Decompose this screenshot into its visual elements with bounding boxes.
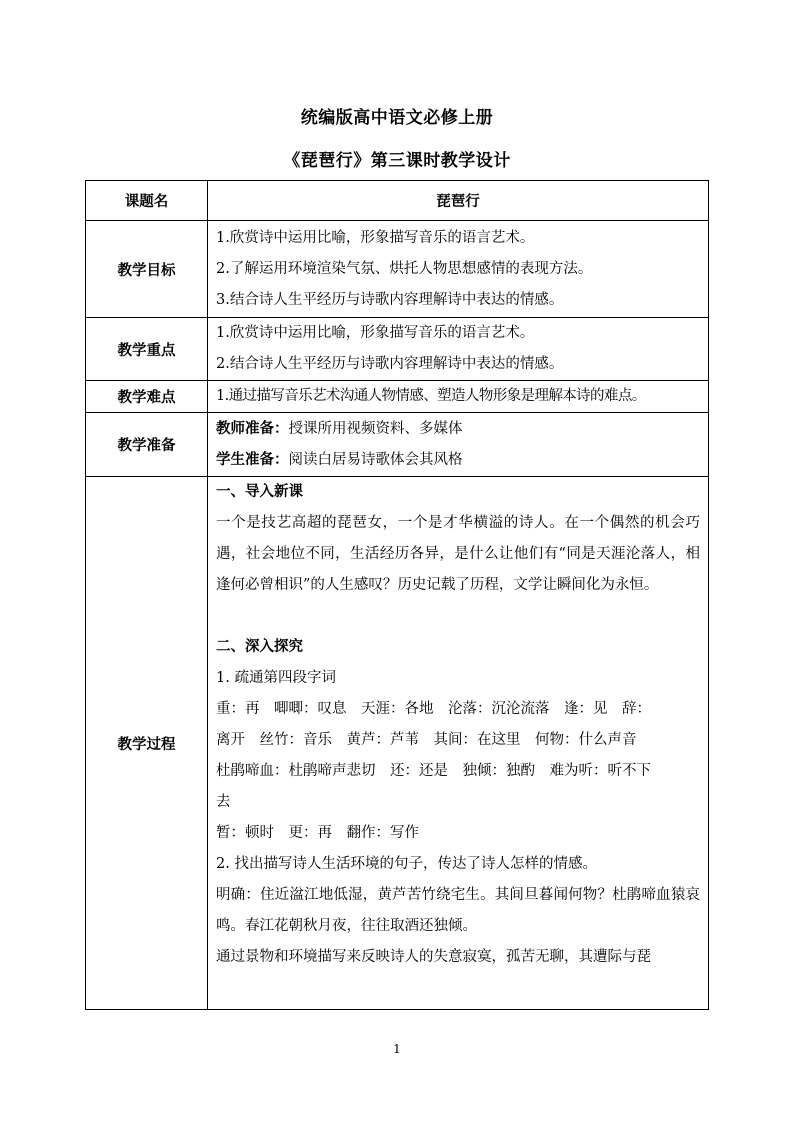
process-content [208,477,709,1010]
lesson-plan-table [85,180,709,1010]
difficulty-content [208,381,709,413]
objective-item: 2.了解运用环境渲染气氛、烘托人物思想感情的表现方法。 [216,260,593,277]
key-points-label: 教学重点 [86,318,208,381]
teacher-preparation [216,414,700,445]
preparation-content [208,413,709,477]
table-row-difficulty [86,381,709,413]
key-point-item: 2.结合诗人生平经历与诗歌内容理解诗中表达的情感。 [216,356,564,372]
vocab-line: 离开 丝竹：音乐 黄芦：芦苇 其间：在这里 何物：什么声音 [216,732,637,748]
analysis-line: 通过景物和环境描写来反映诗人的失意寂寞，孤苦无聊，其遭际与琵 [216,949,651,965]
section-heading: 一、导入新课 [216,484,303,500]
difficulty-label: 教学难点 [86,381,208,413]
objectives-label: 教学目标 [86,221,208,318]
table-row-topic [86,181,709,221]
key-points-content [208,318,709,381]
student-preparation [216,445,700,476]
student-preparation-text: 阅读白居易诗歌体会其风格 [288,451,463,468]
student-preparation-label: 学生准备： [216,451,289,468]
objective-item: 1.欣赏诗中运用比喻，形象描写音乐的语言艺术。 [216,229,535,246]
objective-item: 3.结合诗人生平经历与诗歌内容理解诗中表达的情感。 [216,291,564,308]
topic-label: 课题名 [86,181,208,221]
table-row-process [86,477,709,1010]
table-row-key-points [86,318,709,381]
topic-value: 琵琶行 [208,181,709,221]
objectives-content [208,221,709,318]
key-point-item: 1.欣赏诗中运用比喻，形象描写音乐的语言艺术。 [216,325,535,341]
vocab-line: 暂：顿时 更：再 翻作：写作 [216,825,419,841]
teacher-preparation-label: 教师准备： [216,420,289,437]
page-number: 1 [393,1042,401,1056]
table-row-preparation [86,413,709,477]
vocab-line: 去 [216,794,231,810]
process-label: 教学过程 [86,477,208,1010]
difficulty-item: 1.通过描写音乐艺术沟通人物情感、塑造人物形象是理解本诗的难点。 [216,388,646,404]
step-title: 1. 疏通第四段字词 [216,670,336,686]
intro-paragraph: 一个是技艺高超的琵琶女，一个是才华横溢的诗人。在一个偶然的机会巧遇，社会地位不同，生活经历各异，是什么让他们有“同是天涯沦落人，相逢何必曾相识”的人生感叹？历史记载了历程，文学让瞬间化为永恒。 [216,515,700,593]
answer-paragraph: 明确：住近湓江地低湿，黄芦苦竹绕宅生。其间旦暮闻何物？杜鹃啼血猿哀鸣。春江花朝秋月夜，往往取酒还独倾。 [216,887,700,934]
vocab-line: 重：再 唧唧：叹息 天涯：各地 沦落：沉沦流落 逢：见 辞： [216,701,651,717]
teacher-preparation-text: 授课所用视频资料、多媒体 [288,420,463,437]
document-title: 统编版高中语文必修上册 [300,108,494,128]
preparation-label: 教学准备 [86,413,208,477]
vocab-line: 杜鹃啼血：杜鹃啼声悲切 还：还是 独倾：独酌 难为听：听不下 [216,763,651,779]
document-subtitle: 《琵琶行》第三课时教学设计 [283,151,511,171]
step-title: 2. 找出描写诗人生活环境的句子，传达了诗人怎样的情感。 [216,856,597,872]
section-heading: 二、深入探究 [216,639,303,655]
table-row-objectives [86,221,709,318]
spacer [216,601,700,632]
